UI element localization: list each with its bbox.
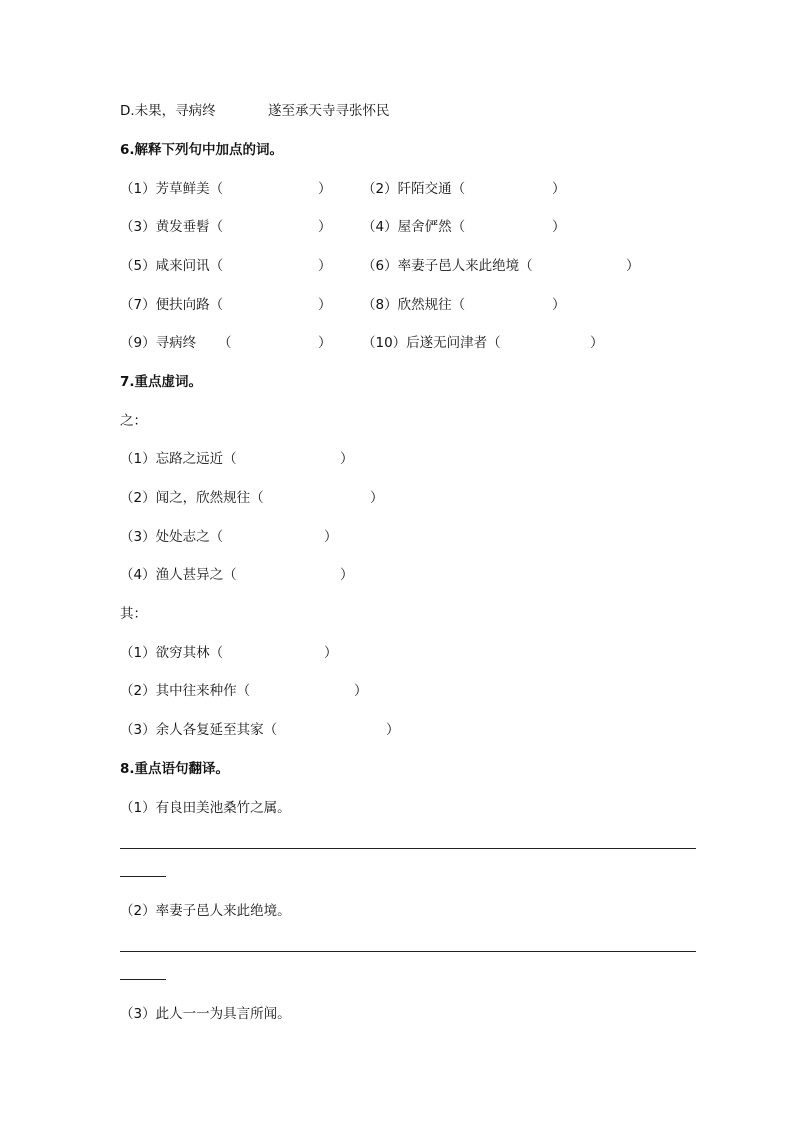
q6-item-6-close: ） bbox=[626, 258, 640, 274]
q8-item-1-label: （1）有良田美池桑竹之属。 bbox=[120, 800, 291, 816]
q6-item-3-label: （3）黄发垂髫（ bbox=[120, 219, 224, 235]
q7-qi-item-2-close: ） bbox=[354, 683, 368, 699]
q7-zhi-item-3-label: （3）处处志之（ bbox=[120, 529, 224, 545]
q6-item-9-label: （9）寻病终 bbox=[120, 335, 197, 351]
q6-item-7-label: （7）便扶向路（ bbox=[120, 297, 224, 313]
q7-qi-item-3-label: （3）余人各复延至其家（ bbox=[120, 722, 278, 738]
answer-line[interactable] bbox=[120, 951, 696, 952]
q6-item-7-close: ） bbox=[318, 297, 332, 313]
q7-zhi-item-1-label: （1）忘路之远近（ bbox=[120, 451, 237, 467]
q7-qi-item-3-close: ） bbox=[386, 722, 400, 738]
q6-item-6-label: （6）率妻子邑人来此绝境（ bbox=[362, 258, 533, 274]
q6-item-5-label: （5）咸来问讯（ bbox=[120, 258, 224, 274]
q7-qi-heading: 其： bbox=[120, 606, 147, 622]
q6-item-1-label: （1）芳草鲜美（ bbox=[120, 181, 224, 197]
q7-zhi-item-4-label: （4）渔人甚异之（ bbox=[120, 567, 237, 583]
answer-line[interactable] bbox=[120, 848, 696, 849]
q6-item-1-close: ） bbox=[318, 181, 332, 197]
q7-title: 7.重点虚词。 bbox=[120, 374, 203, 390]
q7-qi-item-2-label: （2）其中往来种作（ bbox=[120, 683, 251, 699]
q6-item-2-close: ） bbox=[552, 181, 566, 197]
q8-title: 8.重点语句翻译。 bbox=[120, 761, 230, 777]
q6-item-4-label: （4）屋舍俨然（ bbox=[362, 219, 466, 235]
q6-item-2-label: （2）阡陌交通（ bbox=[362, 181, 466, 197]
q6-item-9-close: ） bbox=[318, 335, 332, 351]
q6-item-9-open: （ bbox=[218, 335, 232, 351]
q6-item-10-close: ） bbox=[590, 335, 604, 351]
q7-zhi-heading: 之： bbox=[120, 413, 147, 429]
q8-item-2-label: （2）率妻子邑人来此绝境。 bbox=[120, 903, 291, 919]
q8-item-3-label: （3）此人一一为具言所闻。 bbox=[120, 1006, 291, 1022]
q6-item-4-close: ） bbox=[552, 219, 566, 235]
q7-zhi-item-2-close: ） bbox=[370, 490, 384, 506]
q6-item-3-close: ） bbox=[318, 219, 332, 235]
q7-zhi-item-4-close: ） bbox=[340, 567, 354, 583]
answer-line-tail[interactable] bbox=[120, 979, 166, 980]
q6-item-10-label: （10）后遂无问津者（ bbox=[362, 335, 501, 351]
q7-qi-item-1-close: ） bbox=[324, 645, 338, 661]
q7-zhi-item-2-label: （2）闻之，欣然规往（ bbox=[120, 490, 264, 506]
q7-zhi-item-3-close: ） bbox=[324, 529, 338, 545]
q7-qi-item-1-label: （1）欲穷其林（ bbox=[120, 645, 224, 661]
q7-zhi-item-1-close: ） bbox=[340, 451, 354, 467]
q6-title: 6.解释下列句中加点的词。 bbox=[120, 142, 284, 158]
q6-item-8-close: ） bbox=[552, 297, 566, 313]
q6-item-8-label: （8）欣然规往（ bbox=[362, 297, 466, 313]
q6-item-5-close: ） bbox=[318, 258, 332, 274]
option-d-left: D.未果，寻病终 bbox=[120, 103, 216, 119]
option-d-right: 遂至承天寺寻张怀民 bbox=[268, 103, 390, 119]
answer-line-tail[interactable] bbox=[120, 876, 166, 877]
